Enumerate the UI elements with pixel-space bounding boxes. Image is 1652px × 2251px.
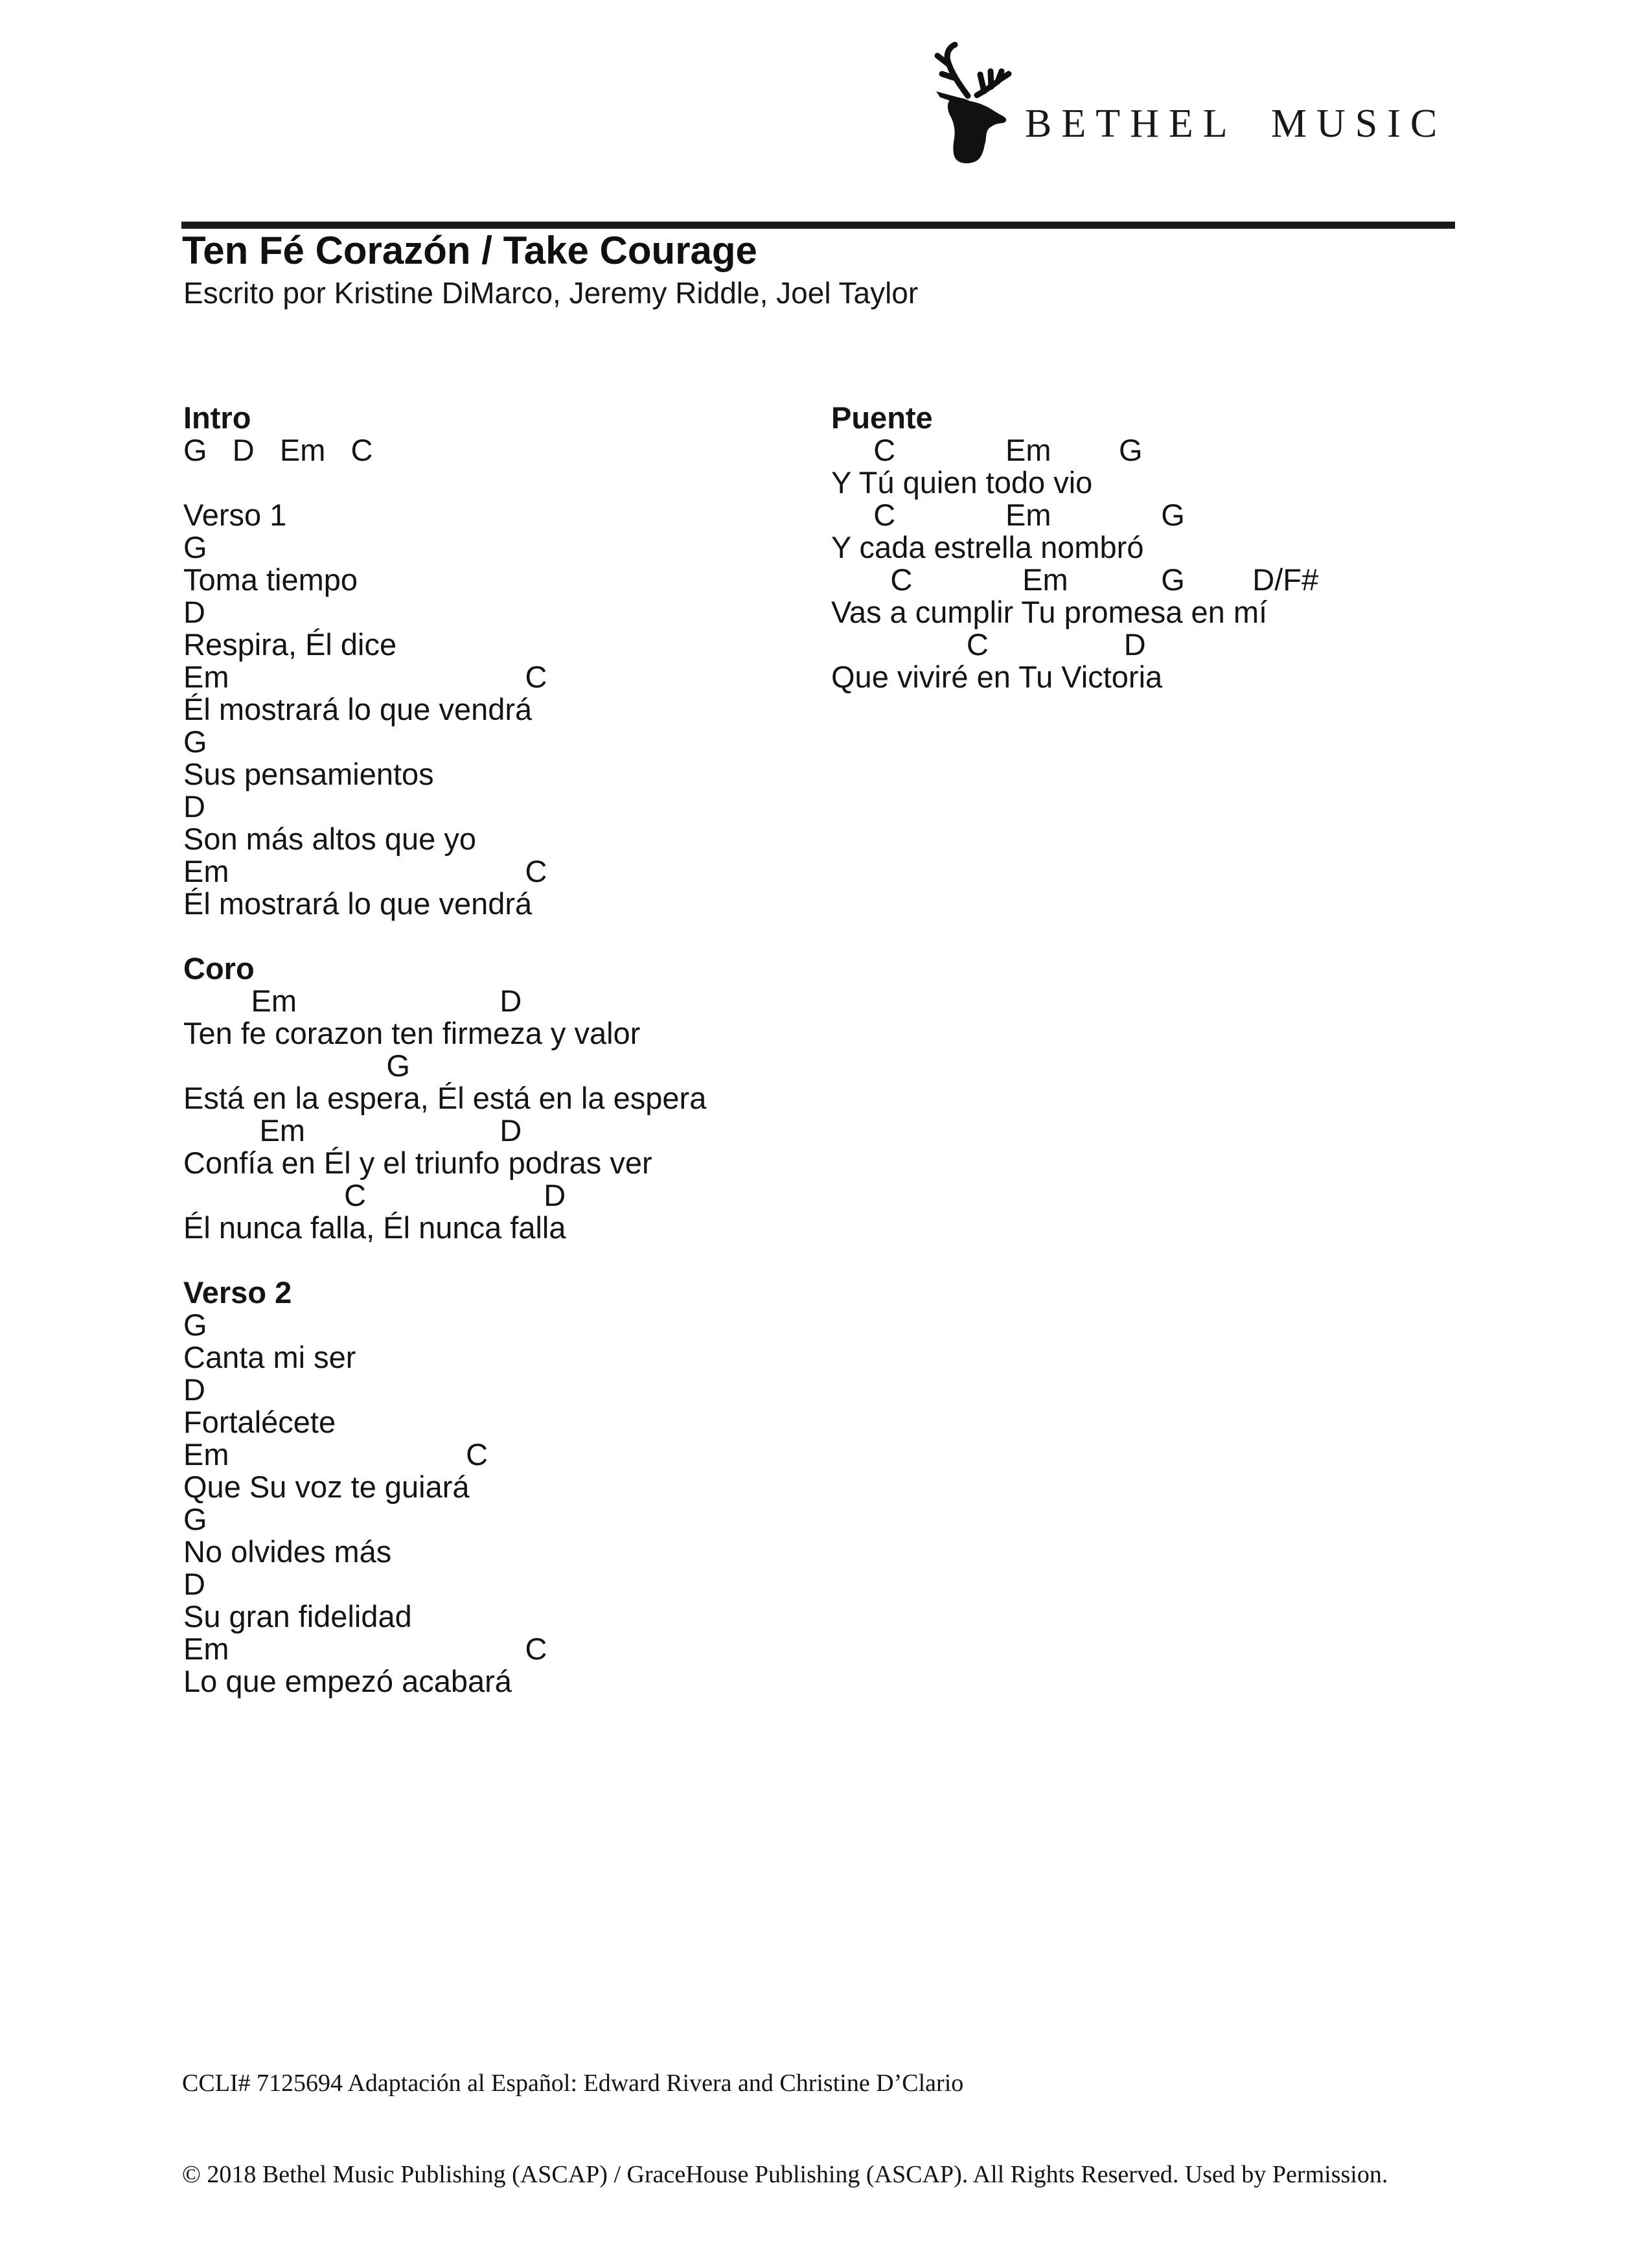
footer-copyright-line: © 2018 Bethel Music Publishing (ASCAP) / GraceHouse Publishing (ASCAP). All Rights Reserved. Used by Permission. [182,2161,1388,2188]
lyric-line: Vas a cumplir Tu promesa en mí [831,595,1268,629]
chord-line: G [183,1308,207,1342]
chord-line: C D [831,627,1146,662]
chord-line: C D [183,1178,566,1212]
chord-line: D [183,595,205,629]
section-header: Verso 1 [183,498,287,532]
lyric-line: Y Tú quien todo vio [831,465,1093,500]
byline: Escrito por Kristine DiMarco, Jeremy Riddle, Joel Taylor [183,276,919,310]
blank-line [183,1244,706,1276]
chord-line: C Em G [831,498,1185,532]
blank-line [183,467,706,499]
chord-line: Em C [183,854,547,888]
chord-line: G [183,724,207,759]
lyric-line: Canta mi ser [183,1340,356,1374]
chord-line: Em C [183,1632,547,1666]
lyric-line: Confía en Él y el triunfo podras ver [183,1146,652,1180]
blank-line [183,920,706,952]
lyric-line: Sus pensamientos [183,757,434,791]
section-header: Verso 2 [183,1275,292,1310]
section-header: Intro [183,400,251,435]
lyric-line: No olvides más [183,1534,392,1569]
chord-line: C Em G [831,433,1143,467]
lyric-line: Son más altos que yo [183,822,476,856]
column-right [831,402,1318,693]
footer [182,2007,1388,2251]
chord-line: D [183,1372,205,1407]
chord-line: Em C [183,1437,488,1472]
lyric-line: Fortalécete [183,1405,336,1439]
chord-line: D [183,789,205,824]
chord-line: Em D [183,984,522,1018]
lyric-line: Su gran fidelidad [183,1599,412,1633]
brand-wordmark: BETHEL MUSIC [1025,102,1447,146]
chord-line: G [183,530,207,564]
page-title: Ten Fé Corazón / Take Courage [182,229,757,272]
lyric-line: Toma tiempo [183,562,358,597]
lyric-line: Y cada estrella nombró [831,530,1144,564]
lyric-line: Está en la espera, Él está en la espera [183,1081,707,1115]
chord-line: G [183,1502,207,1536]
lyric-line: Ten fe corazon ten firmeza y valor [183,1016,641,1050]
footer-ccli-line: CCLI# 7125694 Adaptación al Español: Edward Rivera and Christine D’Clario [182,2070,964,2097]
lyric-line: Respira, Él dice [183,627,397,662]
section-header: Coro [183,951,255,986]
chord-line: D [183,1567,205,1601]
lyric-line: Lo que empezó acabará [183,1664,512,1698]
lyric-line: Que Su voz te guiará [183,1470,470,1504]
lyric-line: Él nunca falla, Él nunca falla [183,1210,566,1245]
lyric-line: Él mostrará lo que vendrá [183,886,533,921]
chord-line: G [183,1048,410,1083]
chord-line: Em D [183,1113,522,1148]
chord-line: Em C [183,660,547,694]
column-left [183,402,706,1698]
lyric-line: Él mostrará lo que vendrá [183,692,533,726]
chord-line: G D Em C [183,433,373,467]
section-header: Puente [831,400,933,435]
chord-line: C Em G D/F# [831,562,1319,597]
lyric-line: Que viviré en Tu Victoria [831,660,1163,694]
